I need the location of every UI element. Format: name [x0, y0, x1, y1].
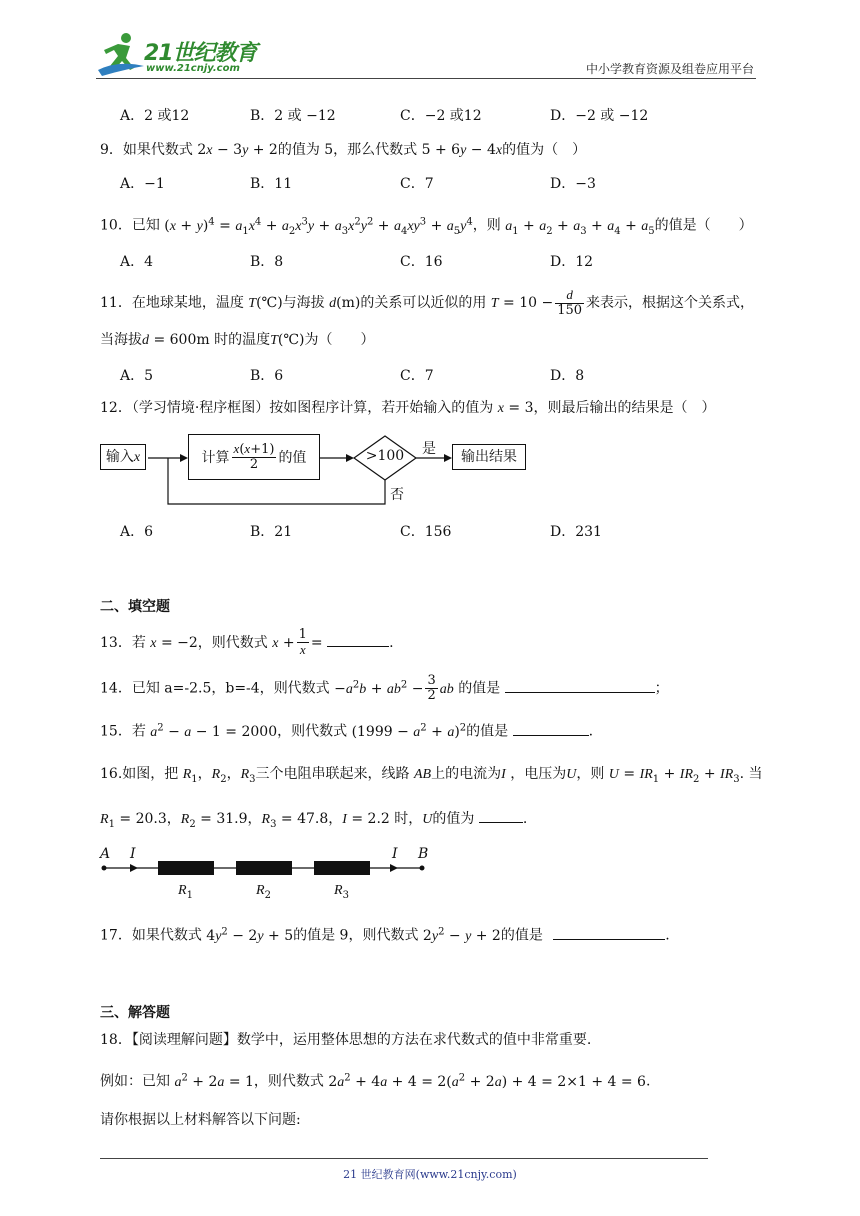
- header-rule: [96, 78, 756, 79]
- q16-answer-blank[interactable]: [479, 808, 523, 823]
- q11-option-d: D．8: [550, 368, 585, 384]
- q8-option-d: D．−2 或 −12: [550, 108, 649, 124]
- q14-stem: 14．已知 a=-2.5，b=-4，则代数式 $-a^2b + ab^2$ − $\frac{3}{2}$ ab 的值是 ；: [100, 673, 669, 704]
- q9-option-a: A．−1: [120, 176, 165, 192]
- circuit-label-i-left: I: [130, 846, 136, 862]
- circuit-diagram: [96, 844, 436, 904]
- flow-input-box: 输入x: [100, 444, 146, 470]
- footer-text[interactable]: 21 世纪教育网(www.21cnjy.com): [343, 1168, 517, 1181]
- header-logo: [96, 30, 266, 80]
- flow-condition: >100: [365, 448, 405, 464]
- q17-answer-blank[interactable]: [553, 925, 665, 940]
- q9-option-c: C．7: [400, 176, 434, 192]
- section-answer-title: 三、解答题: [100, 1005, 170, 1021]
- circuit-label-r3: $R_3$: [334, 883, 349, 901]
- circuit-label-a: A: [100, 846, 111, 862]
- q18-line3: 请你根据以上材料解答以下问题:: [100, 1112, 301, 1128]
- circuit-label-i-right: I: [392, 846, 398, 862]
- header-right-text: 中小学教育资源及组卷应用平台: [585, 62, 754, 76]
- circuit-label-r2: $R_2$: [256, 883, 271, 901]
- q8-option-a: A．2 或12: [120, 108, 190, 124]
- q18-line2: 例如：已知 $a^2 + 2a = 1$，则代数式 $2a^2 + 4a + 4 = 2(a^2 + 2a) + 4 = 2\times 1 + 4 = 6$.: [100, 1072, 651, 1090]
- q16-stem-line1: 16.如图，把 $R_1$，$R_2$，$R_3$三个电阻串联起来，线路 AB上的电流为I ，电压为U，则 $U = IR_1 + IR_2 + IR_3$. 当: [100, 766, 763, 785]
- flow-calc-box: 计算 $\frac{x(x+1)}{2}$ 的值: [188, 434, 320, 480]
- logo-text: 21世纪教育: [144, 41, 257, 66]
- q18-line1: 18．【阅读理解问题】数学中，运用整体思想的方法在求代数式的值中非常重要.: [100, 1032, 592, 1048]
- q11-option-c: C．7: [400, 368, 434, 384]
- q10-option-b: B．8: [250, 254, 284, 270]
- flow-no-label: 否: [390, 487, 404, 503]
- flow-output-box: 输出结果: [452, 444, 526, 470]
- q10-option-c: C．16: [400, 254, 443, 270]
- logo-url: www.21cnjy.com: [146, 63, 240, 74]
- q9-stem: 9．如果代数式 2x − 3y + 2的值为 5，那么代数式 5 + 6y − 4x的值为（ ）: [100, 142, 587, 158]
- q11-option-b: B．6: [250, 368, 284, 384]
- q13-stem: 13．若 x = −2，则代数式 x + $\frac{1}{x}$ = .: [100, 627, 394, 657]
- q15-stem: 15．若 $a^2 - a - 1 = 2000$，则代数式 $(1999 - a^2 + a)^2$的值是 .: [100, 722, 594, 740]
- circuit-label-r1: $R_1$: [178, 883, 193, 901]
- q16-stem-line2: $R_1 = 20.3$，$R_2 = 31.9$，$R_3 = 47.8$，I = 2.2 时，U的值为 .: [100, 808, 527, 835]
- q11-stem-line1: 11．在地球某地，温度 T(℃)与海拔 d(m)的关系可以近似的用 T = 10 − $\frac{d}{150}$ 来表示，根据这个关系式，: [100, 287, 755, 318]
- circuit-label-b: B: [418, 846, 429, 862]
- q8-option-b: B．2 或 −12: [250, 108, 336, 124]
- q11-option-a: A．5: [120, 368, 154, 384]
- q12-option-a: A．6: [120, 524, 154, 540]
- q9-option-b: B．11: [250, 176, 293, 192]
- q8-option-c: C．−2 或12: [400, 108, 482, 124]
- q15-answer-blank[interactable]: [513, 721, 589, 736]
- q12-option-b: B．21: [250, 524, 293, 540]
- runner-logo-icon: [96, 30, 146, 78]
- flow-yes-label: 是: [422, 441, 436, 457]
- q10-option-a: A．4: [120, 254, 154, 270]
- q10-stem: 10．已知 $(x + y)^4 = a_1x^4 + a_2x^3y + a_3x^2y^2 + a_4xy^3 + a_5y^4$，则 $a_1 + a_2 + a_3 + a_4 + a_5$的值是（ ）: [100, 216, 753, 237]
- q17-stem: 17．如果代数式 $4y^2 - 2y + 5$的值是 9，则代数式 $2y^2 - y + 2$的值是 .: [100, 926, 670, 944]
- q12-option-c: C．156: [400, 524, 452, 540]
- q12-option-d: D．231: [550, 524, 602, 540]
- section-fill-in-title: 二、填空题: [100, 599, 170, 615]
- footer-rule: [100, 1158, 708, 1159]
- flowchart: [100, 430, 540, 510]
- q9-option-d: D．−3: [550, 176, 596, 192]
- q12-stem: 12．（学习情境·程序框图）按如图程序计算，若开始输入的值为 x = 3，则最后输出的结果是（ ）: [100, 400, 716, 416]
- q14-answer-blank[interactable]: [505, 678, 655, 693]
- q10-option-d: D．12: [550, 254, 594, 270]
- q11-stem-line2: 当海拔d = 600m 时的温度T(℃)为（ ）: [100, 332, 375, 348]
- q13-answer-blank[interactable]: [327, 632, 389, 647]
- flowchart-lines: [100, 430, 540, 510]
